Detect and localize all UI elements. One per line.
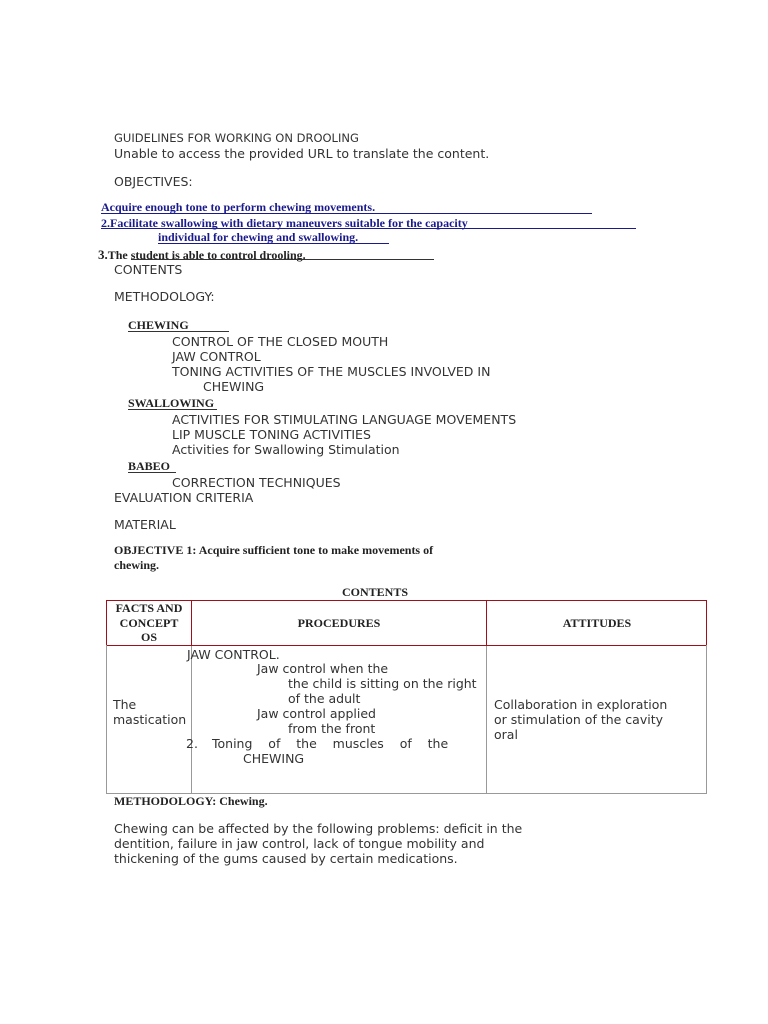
procedure-line: Jaw control applied <box>257 706 376 721</box>
cell-line: The <box>113 697 137 712</box>
objective-2-continued-underline <box>158 243 389 244</box>
procedure-line: of the adult <box>288 691 361 706</box>
swallowing-item: LIP MUSCLE TONING ACTIVITIES <box>172 427 371 442</box>
procedure-line: the child is sitting on the right <box>288 676 477 691</box>
objective-2-underline <box>101 228 636 229</box>
procedure-line: JAW CONTROL. <box>187 647 280 662</box>
babeo-underline <box>128 472 176 473</box>
material-label: MATERIAL <box>114 517 176 532</box>
objective-1-underline <box>101 213 592 214</box>
objective-item-1: Acquire enough tone to perform chewing movements. <box>101 200 376 214</box>
procedure-line: from the front <box>288 721 376 736</box>
methodology-label: METHODOLOGY: <box>114 289 215 304</box>
chewing-item: JAW CONTROL <box>172 349 261 364</box>
procedure-line: Jaw control when the <box>257 661 389 676</box>
paragraph-line: Chewing can be affected by the following problems: deficit in the <box>114 821 523 836</box>
header-line: CONCEPT <box>119 615 179 630</box>
chewing-item: TONING ACTIVITIES OF THE MUSCLES INVOLVED IN <box>172 364 491 379</box>
table-header-facts <box>107 601 191 645</box>
cell-line: mastication <box>113 712 187 727</box>
procedure-line: Toning of the muscles of the <box>212 736 449 751</box>
methodology-heading: METHODOLOGY: Chewing. <box>114 794 268 808</box>
cell-line: Collaboration in exploration <box>494 697 668 712</box>
objectives-label: OBJECTIVES: <box>114 174 193 189</box>
paragraph-line: dentition, failure in jaw control, lack of tongue mobility and <box>114 836 485 851</box>
babeo-heading: BABEO <box>128 459 171 473</box>
cell-line: or stimulation of the cavity <box>494 712 664 727</box>
table-cell-facts <box>113 697 186 727</box>
translation-note: Unable to access the provided URL to translate the content. <box>114 146 490 161</box>
chewing-item-continued: CHEWING <box>203 379 265 394</box>
objective-2-number: 2. <box>101 216 110 230</box>
objective-3-number: 3. <box>98 247 108 262</box>
swallowing-item: ACTIVITIES FOR STIMULATING LANGUAGE MOVEMENTS <box>172 412 517 427</box>
table-header-attitudes: ATTITUDES <box>562 616 632 630</box>
babeo-item: CORRECTION TECHNIQUES <box>172 475 341 490</box>
objective-3-text: The student is able to control drooling. <box>107 248 306 262</box>
methodology-paragraph <box>114 821 522 866</box>
objective-1-heading <box>114 543 433 558</box>
objective-item-3 <box>98 247 306 263</box>
document-title: GUIDELINES FOR WORKING ON DROOLING <box>114 131 359 145</box>
table-divider <box>191 646 192 794</box>
table-header-procedures: PROCEDURES <box>297 616 381 630</box>
swallowing-item: Activities for Swallowing Stimulation <box>172 442 400 457</box>
chewing-underline <box>128 331 229 332</box>
swallowing-underline <box>128 409 217 410</box>
table-caption: CONTENTS <box>341 585 409 599</box>
table-divider <box>486 646 487 794</box>
procedure-line: CHEWING <box>243 751 305 766</box>
paragraph-line: thickening of the gums caused by certain medications. <box>114 851 458 866</box>
objective-item-2-continued: individual for chewing and swallowing. <box>158 230 359 244</box>
chewing-item: CONTROL OF THE CLOSED MOUTH <box>172 334 389 349</box>
chewing-heading: CHEWING <box>128 318 189 332</box>
table-cell-attitudes <box>494 697 667 742</box>
objective-1-label: OBJECTIVE 1: <box>114 543 197 557</box>
objective-1-text-continued: chewing. <box>114 558 159 572</box>
objective-3-underline <box>131 259 434 260</box>
header-line: OS <box>140 630 157 644</box>
header-line: FACTS AND <box>115 601 183 615</box>
swallowing-heading: SWALLOWING <box>128 396 215 410</box>
evaluation-criteria-label: EVALUATION CRITERIA <box>114 490 254 505</box>
objective-2-text: Facilitate swallowing with dietary maneuvers suitable for the capacity <box>110 216 468 230</box>
contents-label: CONTENTS <box>114 262 183 277</box>
cell-line: oral <box>494 727 518 742</box>
procedure-number: 2. <box>186 736 198 751</box>
objective-1-text: Acquire sufficient tone to make movements of <box>196 543 434 557</box>
